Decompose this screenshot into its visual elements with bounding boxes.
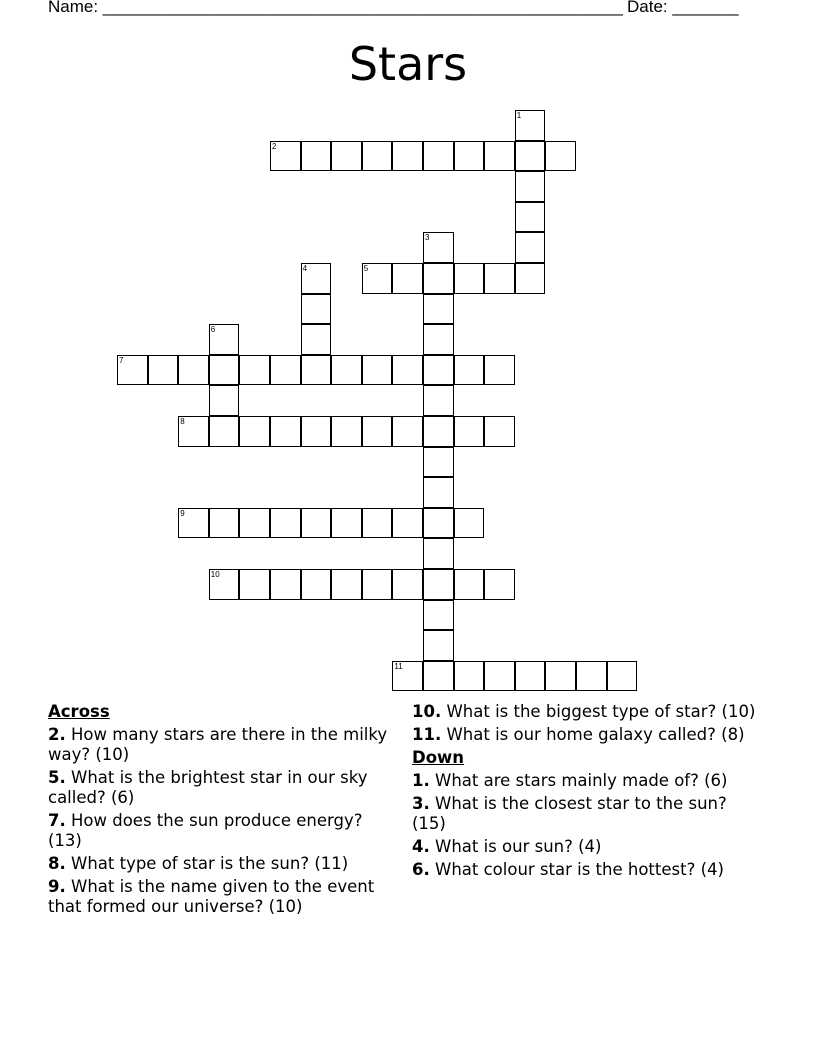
grid-cell[interactable]: [423, 630, 454, 661]
grid-cell[interactable]: [423, 538, 454, 569]
clue-number: 7: [119, 355, 124, 365]
grid-cell[interactable]: [301, 508, 332, 539]
grid-cell[interactable]: [362, 416, 393, 447]
grid-cell[interactable]: [515, 263, 546, 294]
grid-cell[interactable]: [209, 385, 240, 416]
clue-number: 9: [180, 508, 185, 518]
grid-cell[interactable]: [515, 232, 546, 263]
clue-number: 10: [210, 570, 220, 579]
clue-number: 11: [394, 661, 403, 671]
grid-cell[interactable]: [362, 355, 393, 386]
clue-down-6: 6. What colour star is the hottest? (4): [412, 860, 724, 879]
grid-cell[interactable]: [454, 263, 485, 294]
clue-number: 2: [272, 141, 277, 151]
grid-cell[interactable]: [362, 263, 393, 294]
grid-cell[interactable]: [270, 141, 301, 172]
grid-cell[interactable]: [270, 355, 301, 386]
grid-cell[interactable]: [209, 324, 240, 355]
grid-cell[interactable]: [545, 661, 576, 692]
grid-cell[interactable]: [454, 416, 485, 447]
grid-cell[interactable]: [484, 569, 515, 600]
page-title: Stars: [348, 37, 468, 91]
grid-cell[interactable]: [239, 355, 270, 386]
grid-cell[interactable]: [301, 324, 332, 355]
grid-cell[interactable]: [209, 569, 240, 600]
clues-column-left: [48, 702, 393, 920]
grid-cell[interactable]: [454, 569, 485, 600]
grid-cell[interactable]: [301, 141, 332, 172]
grid-cell[interactable]: [515, 202, 546, 233]
grid-cell[interactable]: [331, 569, 362, 600]
grid-cell[interactable]: [239, 569, 270, 600]
down-heading: Down: [412, 748, 465, 767]
clue-across-11: 11. What is our home galaxy called? (8): [412, 725, 745, 744]
grid-cell[interactable]: [392, 508, 423, 539]
grid-cell[interactable]: [423, 447, 454, 478]
grid-cell[interactable]: [392, 355, 423, 386]
grid-cell[interactable]: [178, 416, 209, 447]
grid-cell[interactable]: [209, 355, 240, 386]
grid-cell[interactable]: [331, 508, 362, 539]
grid-cell[interactable]: [209, 508, 240, 539]
grid-cell[interactable]: [301, 294, 332, 325]
clue-across-7: 7. How does the sun produce energy? (13): [48, 811, 363, 850]
grid-cell[interactable]: [576, 661, 607, 692]
grid-cell[interactable]: [423, 416, 454, 447]
grid-cell[interactable]: [454, 141, 485, 172]
grid-cell[interactable]: [515, 141, 546, 172]
grid-cell[interactable]: [392, 141, 423, 172]
grid-cell[interactable]: [423, 232, 454, 263]
clue-number: 5: [363, 264, 369, 273]
grid-cell[interactable]: [148, 355, 179, 386]
clue-number: 6: [210, 325, 216, 335]
grid-cell[interactable]: [362, 569, 393, 600]
clue-number: 1: [516, 111, 522, 120]
grid-cell[interactable]: [209, 416, 240, 447]
grid-cell[interactable]: [515, 110, 546, 141]
grid-cell[interactable]: [454, 508, 485, 539]
clue-down-4: 4. What is our sun? (4): [412, 837, 602, 856]
grid-cell[interactable]: [270, 508, 301, 539]
grid-cell[interactable]: [484, 661, 515, 692]
clue-across-9: 9. What is the name given to the event that formed our universe? (10): [48, 877, 375, 916]
clue-across-8: 8. What type of star is the sun? (11): [48, 854, 349, 873]
grid-cell[interactable]: [423, 141, 454, 172]
clue-across-2: 2. How many stars are there in the milky way? (10): [48, 725, 388, 764]
grid-cell[interactable]: [392, 661, 423, 692]
grid-cell[interactable]: [423, 661, 454, 692]
clues-column-right: [412, 702, 762, 883]
grid-cell[interactable]: [331, 355, 362, 386]
grid-cell[interactable]: [331, 141, 362, 172]
grid-cell[interactable]: [301, 569, 332, 600]
grid-cell[interactable]: [301, 263, 332, 294]
grid-cell[interactable]: [331, 416, 362, 447]
grid-cell[interactable]: [423, 294, 454, 325]
grid-cell[interactable]: [239, 416, 270, 447]
grid-cell[interactable]: [423, 355, 454, 386]
clue-down-1: 1. What are stars mainly made of? (6): [412, 771, 728, 790]
grid-cell[interactable]: [484, 141, 515, 172]
clue-number: 3: [425, 233, 430, 243]
grid-cell[interactable]: [270, 569, 301, 600]
grid-cell[interactable]: [423, 569, 454, 600]
grid-cell[interactable]: [423, 324, 454, 355]
grid-cell[interactable]: [423, 263, 454, 294]
grid-cell[interactable]: [515, 171, 546, 202]
clue-across-10: 10. What is the biggest type of star? (10): [412, 702, 756, 721]
grid-cell[interactable]: [117, 355, 148, 386]
grid-cell[interactable]: [454, 355, 485, 386]
grid-cell[interactable]: [301, 355, 332, 386]
grid-cell[interactable]: [454, 661, 485, 692]
grid-cell[interactable]: [484, 355, 515, 386]
grid-cell[interactable]: [239, 508, 270, 539]
grid-cell[interactable]: [178, 508, 209, 539]
grid-cell[interactable]: [362, 508, 393, 539]
grid-cell[interactable]: [301, 416, 332, 447]
clue-number: 8: [180, 417, 185, 426]
grid-cell[interactable]: [392, 263, 423, 294]
clue-down-3: 3. What is the closest star to the sun? (15): [412, 794, 727, 833]
grid-cell[interactable]: [423, 600, 454, 631]
grid-cell[interactable]: [545, 141, 576, 172]
grid-cell[interactable]: [392, 416, 423, 447]
grid-cell[interactable]: [362, 141, 393, 172]
grid-cell[interactable]: [515, 661, 546, 692]
grid-cell[interactable]: [484, 416, 515, 447]
clue-number: 4: [302, 264, 308, 273]
across-heading: Across: [48, 702, 110, 721]
grid-cell[interactable]: [423, 477, 454, 508]
grid-cell[interactable]: [607, 661, 638, 692]
grid-cell[interactable]: [178, 355, 209, 386]
name-field-label[interactable]: Name: _______________________________________________________: [48, 0, 623, 16]
grid-cell[interactable]: [270, 416, 301, 447]
clue-across-5: 5. What is the brightest star in our sky called? (6): [48, 768, 368, 807]
grid-cell[interactable]: [484, 263, 515, 294]
grid-cell[interactable]: [423, 508, 454, 539]
date-field-label[interactable]: Date: _______: [627, 0, 739, 16]
grid-cell[interactable]: [423, 385, 454, 416]
grid-cell[interactable]: [392, 569, 423, 600]
